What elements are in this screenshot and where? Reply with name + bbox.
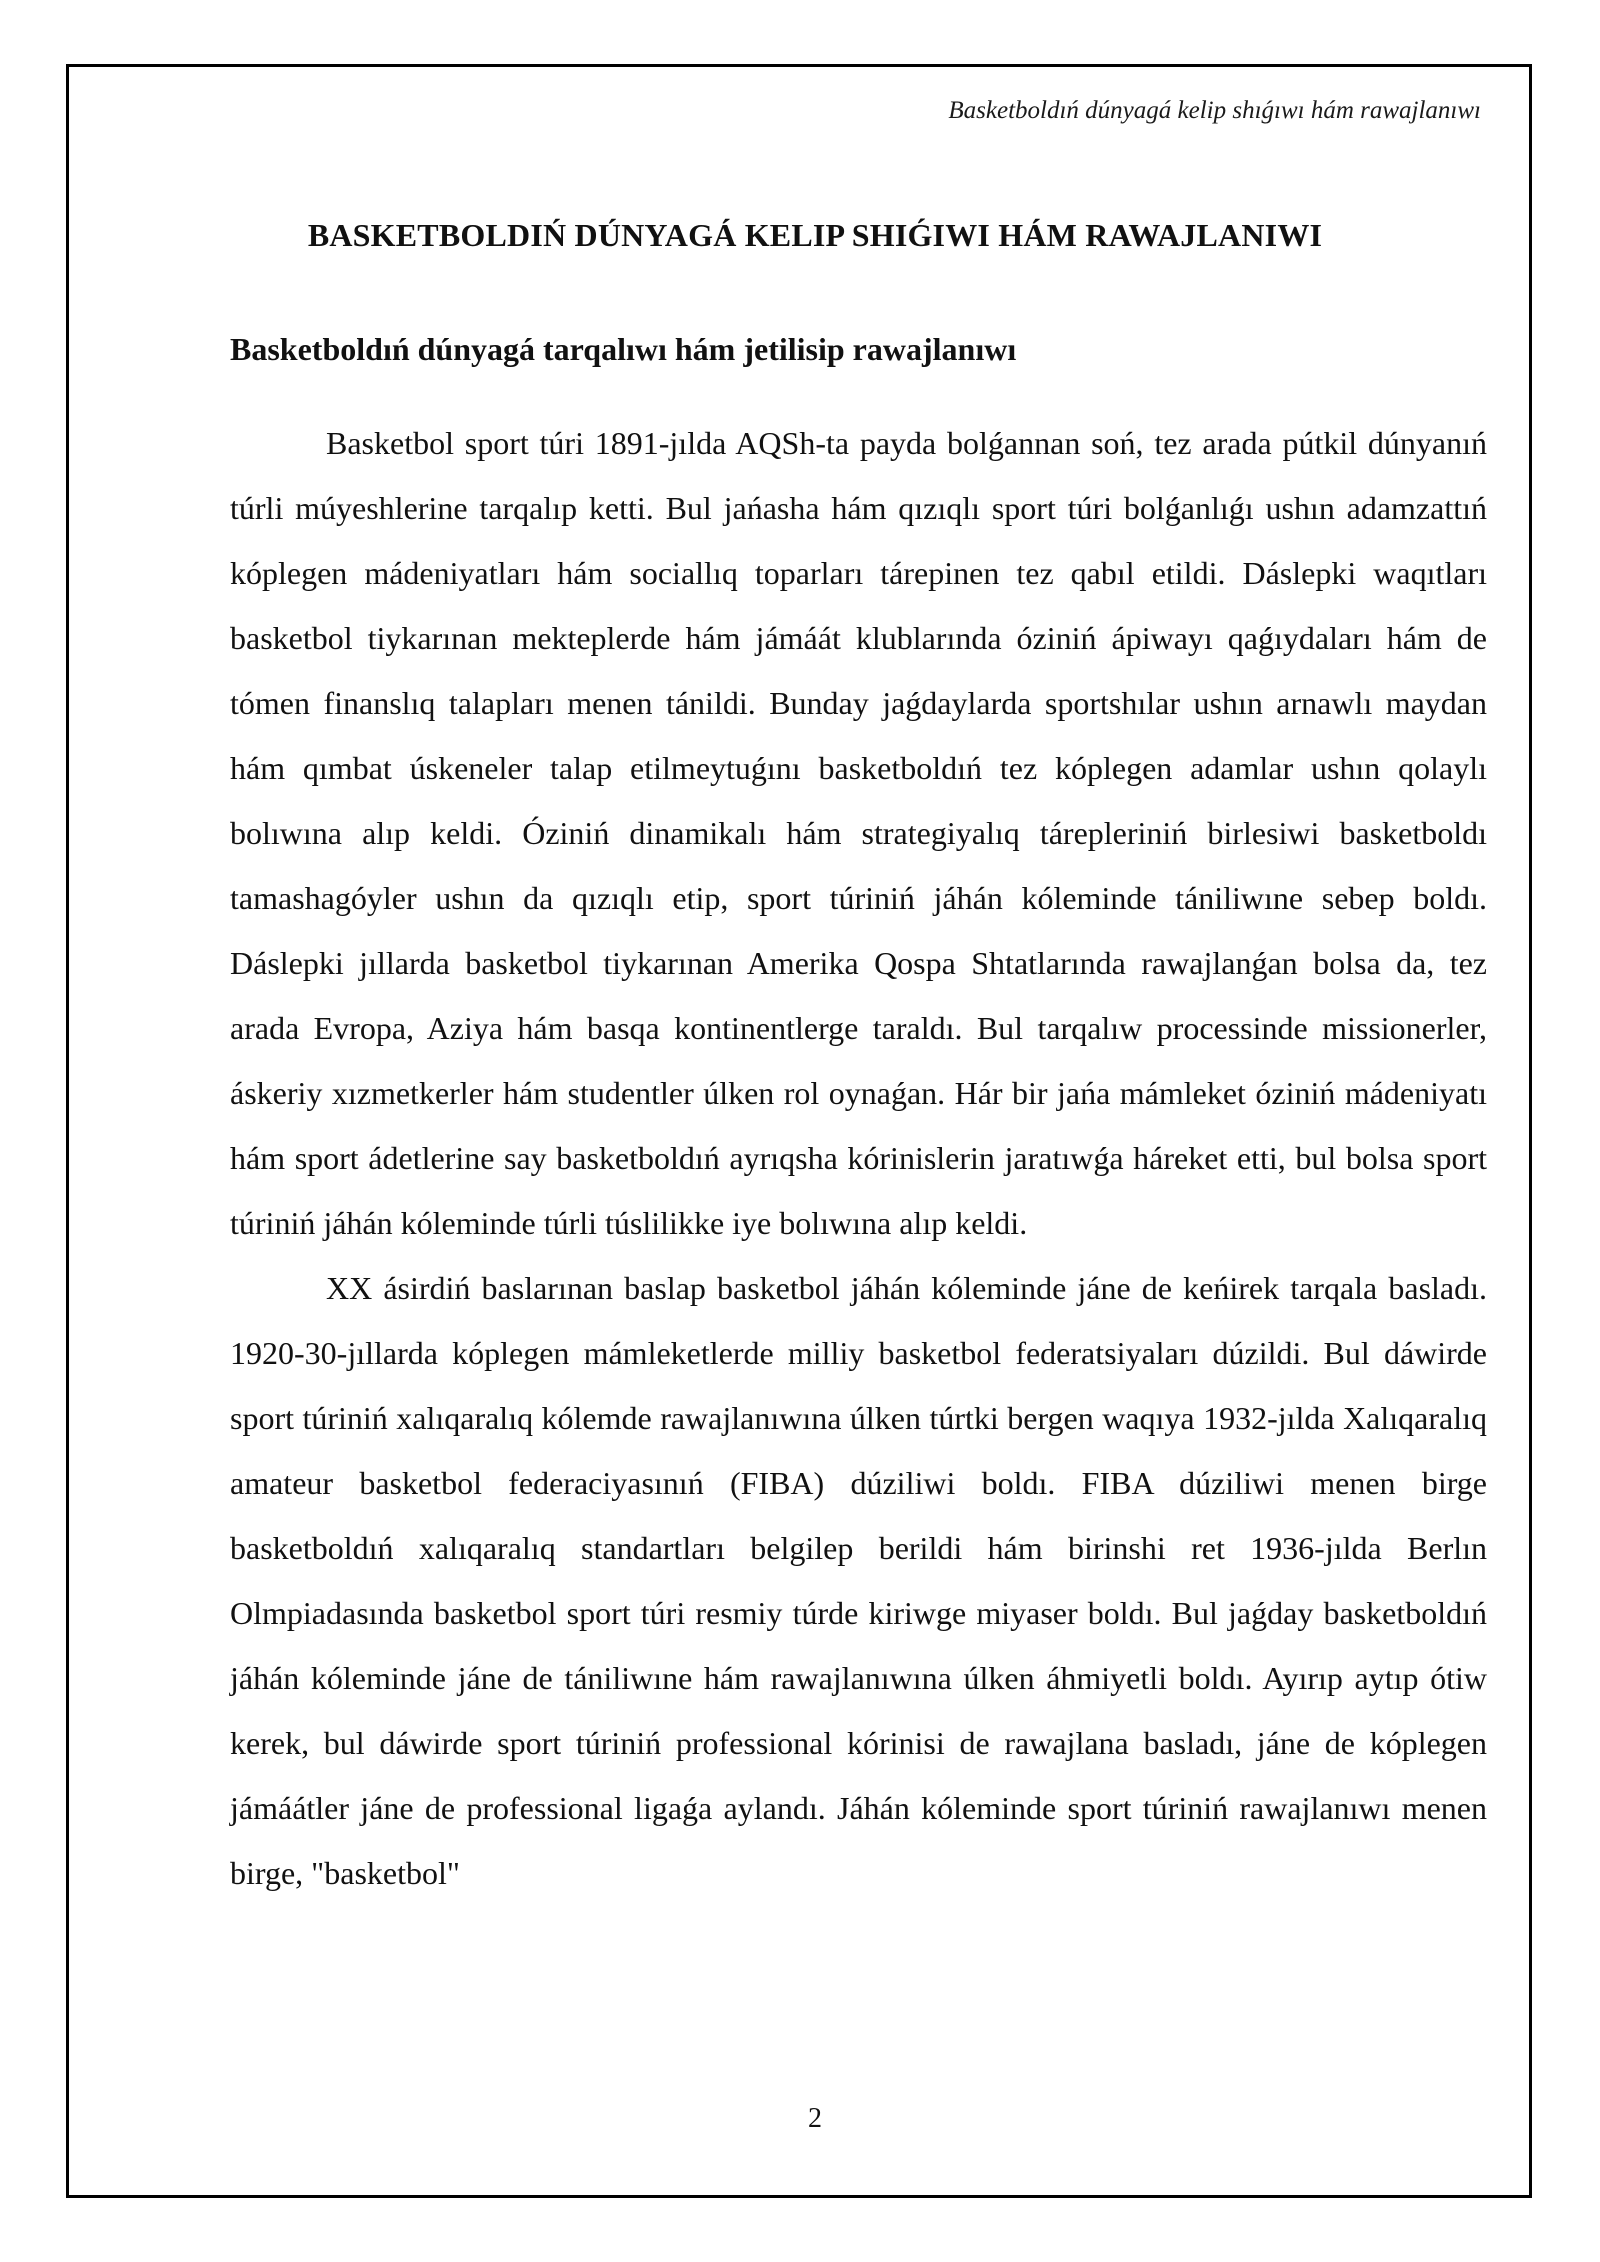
page-number: 2: [808, 2103, 822, 2134]
running-header: Basketboldıń dúnyagá kelip shıǵıwı hám rawajlanıwı: [948, 97, 1481, 124]
paragraph-2: XX ásirdiń baslarınan baslap basketbol jáhán kóleminde jáne de keńirek tarqala basladı. 1920-30-jıllarda kóplegen mámleketlerde milliy basketbol federatsiyaları dúzildi. Bul dáwirde sport túriniń xalıqaralıq kólemde rawajlanıwına úlken túrtki bergen waqıya 1932-jılda Xalıqaralıq amateur basketbol federaciyasınıń (FIBA) dúziliwi boldı. FIBA dúziliwi menen birge basketboldıń xalıqaralıq standartları belgilep berildi hám birinshi ret 1936-jılda Berlın Olmpiadasında basketbol sport túri resmiy túrde kiriwge miyaser boldı. Bul jaǵday basketboldıń jáhán kóleminde jáne de tániliwıne hám rawajlanıwına úlken áhmiyetli boldı. Ayırıp aytıp ótiw kerek, bul dáwirde sport túriniń professional kórinisi de rawajlana basladı, jáne de kóplegen jámáátler jáne de professional ligaǵa aylandı. Jáhán kóleminde sport túriniń rawajlanıwı menen birge, "basketbol": [230, 1270, 1487, 1891]
body-text: [230, 411, 1487, 1906]
page-frame: [66, 64, 1532, 2198]
paragraph-1: Basketbol sport túri 1891-jılda AQSh-ta payda bolǵannan soń, tez arada pútkil dúnyanıń túrli múyeshlerine tarqalıp ketti. Bul jańasha hám qızıqlı sport túri bolǵanlıǵı ushın adamzattıń kóplegen mádeniyatları hám sociallıq toparları tárepinen tez qabıl etildi. Dáslepki waqıtları basketbol tiykarınan mekteplerde hám jámáát klublarında óziniń ápiwayı qaǵıydaları hám de tómen finanslıq talapları menen tánildi. Bunday jaǵdaylarda sportshılar ushın arnawlı maydan hám qımbat úskeneler talap etilmeytuǵını basketboldıń tez kóplegen adamlar ushın qolaylı bolıwına alıp keldi. Óziniń dinamikalı hám strategiyalıq tárepleriniń birlesiwi basketboldı tamashagóyler ushın da qızıqlı etip, sport túriniń jáhán kóleminde tániliwıne sebep boldı. Dáslepki jıllarda basketbol tiykarınan Amerika Qospa Shtatlarında rawajlanǵan bolsa da, tez arada Evropa, Aziya hám basqa kontinentlerge taraldı. Bul tarqalıw processinde missionerler, áskeriy xızmetkerler hám studentler úlken rol oynaǵan. Hár bir jańa mámleket óziniń mádeniyatı hám sport ádetlerine say basketboldıń ayrıqsha kórinislerin jaratıwǵa háreket etti, bul bolsa sport túriniń jáhán kóleminde túrli túslilikke iye bolıwına alıp keldi.: [230, 425, 1487, 1241]
section-heading: Basketboldıń dúnyagá tarqalıwı hám jetilisip rawajlanıwı: [230, 331, 1017, 367]
document-title: BASKETBOLDIŃ DÚNYAGÁ KELIP SHIǴIWI HÁM RAWAJLANIWI: [307, 217, 1323, 253]
